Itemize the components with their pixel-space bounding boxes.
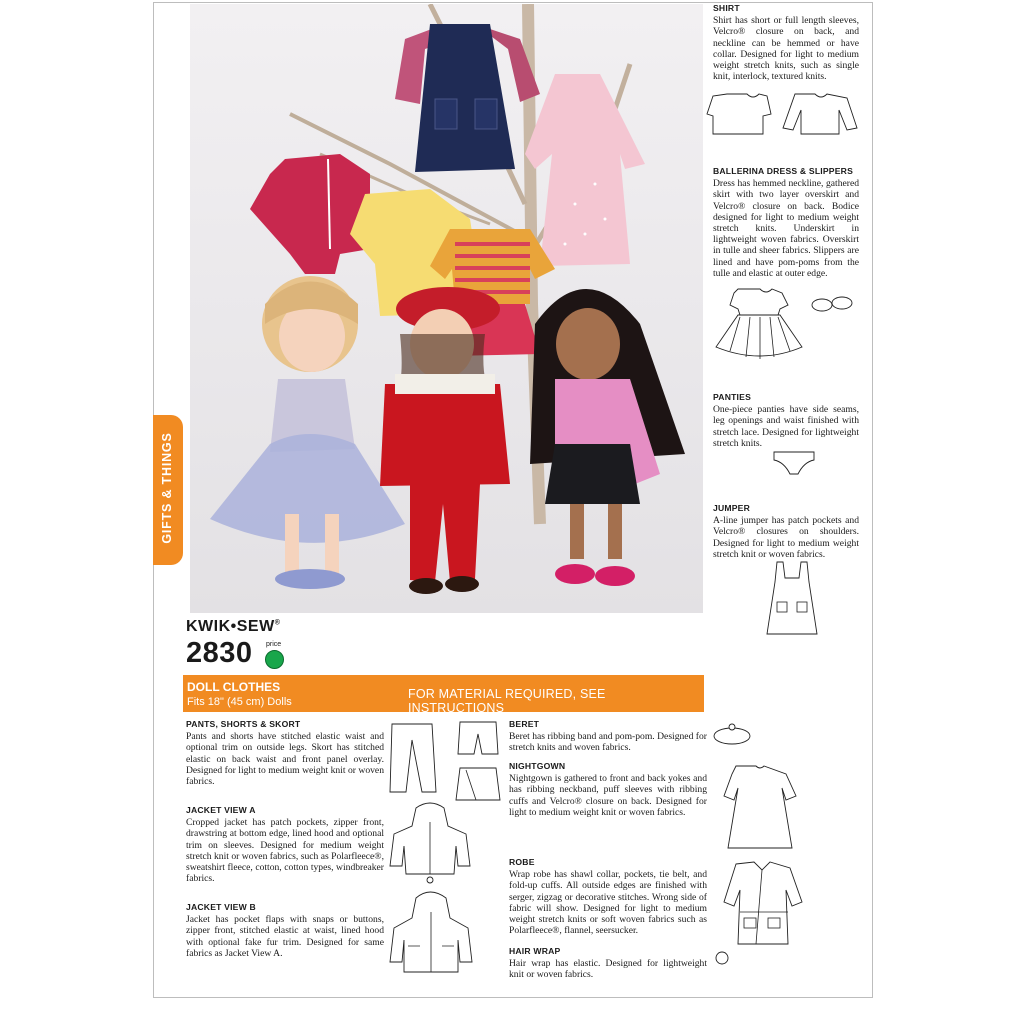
brand-registered-mark: ® [274,619,281,627]
section-title: JACKET VIEW A [186,805,256,815]
section-jacket-a [186,805,384,884]
band-subtitle: Fits 18" (45 cm) Dolls [187,696,292,708]
section-shirt [713,3,859,82]
section-text: Cropped jacket has patch pockets, zipper front, drawstring at bottom edge, lined hood and optional trim on sleeves. Designed for medium weight stretch knit or woven fabrics, such as Polarfleece®, sweatshirt fleece, cotton, cotton types, windbreaker fabrics. [186,817,384,885]
section-hair-wrap [509,946,707,981]
section-nightgown [509,761,707,818]
section-title: BALLERINA DRESS & SLIPPERS [713,166,854,176]
category-tab-label-wrap [158,418,178,562]
section-text: One-piece panties have side seams, leg openings and waist finished with stretch lace. Designed for lightweight stretch knits. [713,404,859,449]
shirt-sketch [705,88,865,148]
band-note: FOR MATERIAL REQUIRED, SEE INSTRUCTIONS [408,687,606,715]
section-title: ROBE [509,857,535,867]
ballerina-dress-sketch [710,285,870,365]
section-text: Wrap robe has shawl collar, pockets, tie belt, and fold-up cuffs. All outside edges are finished with serger, zigzag or decorative stitches. Wrong side of fabric will show. Designed for light to medium weight stretch knits or soft woven fabrics such as Polarfleece®, flannel, seersucker. [509,869,707,937]
pants-jackets-sketches [386,716,506,986]
section-title: NIGHTGOWN [509,761,566,771]
band-title: DOLL CLOTHES [187,680,281,694]
section-title: BERET [509,719,540,729]
price-label: price [266,641,282,648]
pattern-number: 2830 [186,637,253,669]
section-beret [509,719,707,754]
section-jacket-b [186,902,384,959]
section-title: JUMPER [713,503,751,513]
doll-photo-illustration [190,4,703,613]
section-text: Shirt has short or full length sleeves, Velcro® closure on back, and neckline can be hemmed or have collar. Designed for light to medium weight stretch knits, such as single knit, interlock, textured knits. [713,15,859,83]
section-text: Pants and shorts have stitched elastic waist and optional trim on outside legs. Skort has stitched elastic on back waist and front panel overlay. Designed for light to medium weight knit or woven fabrics. [186,731,384,788]
doll-photo [190,4,703,613]
brand-name: KWIK•SEW [186,618,275,635]
price-dot-icon [265,650,284,669]
section-title: HAIR WRAP [509,946,561,956]
section-ballerina [713,166,859,279]
section-text: A-line jumper has patch pockets and Velcro® closures on shoulders. Designed for light to medium weight stretch knit or woven fabrics. [713,515,859,560]
panties-sketch [770,448,820,478]
jumper-sketch [763,560,823,638]
section-text: Nightgown is gathered to front and back yokes and has ribbing neckband, puff sleeves with ribbing cuffs and Velcro® closure on back. Designed for light to medium weight knit or woven fabrics. [509,773,707,818]
category-tab-label: GIFTS & THINGS [160,432,174,544]
section-title: JACKET VIEW B [186,902,256,912]
section-title: SHIRT [713,3,740,13]
brand-logo [186,618,280,636]
beret-nightgown-robe-sketches [706,722,806,972]
section-pants [186,719,384,787]
section-panties [713,392,859,449]
section-text: Jacket has pocket flaps with snaps or buttons, zipper front, stitched elastic at waist, lined hood with optional fake fur trim. Designed for same fabrics as Jacket View A. [186,914,384,959]
section-robe [509,857,707,936]
title-band [183,675,704,715]
section-jumper [713,503,859,560]
section-title: PANTIES [713,392,752,402]
section-text: Beret has ribbing band and pom-pom. Designed for stretch knits and woven fabrics. [509,731,707,754]
section-text: Hair wrap has elastic. Designed for lightweight knit or woven fabrics. [509,958,707,981]
section-text: Dress has hemmed neckline, gathered skirt with two layer overskirt and Velcro® closure on back. Bodice designed for light to medium weight stretch knits. Underskirt in lightweight woven fabrics. Overskirt in tulle and sheer fabrics. Slippers are lined and have pom-poms from the tulle and elastic at outer edge. [713,178,859,279]
section-title: PANTS, SHORTS & SKORT [186,719,301,729]
